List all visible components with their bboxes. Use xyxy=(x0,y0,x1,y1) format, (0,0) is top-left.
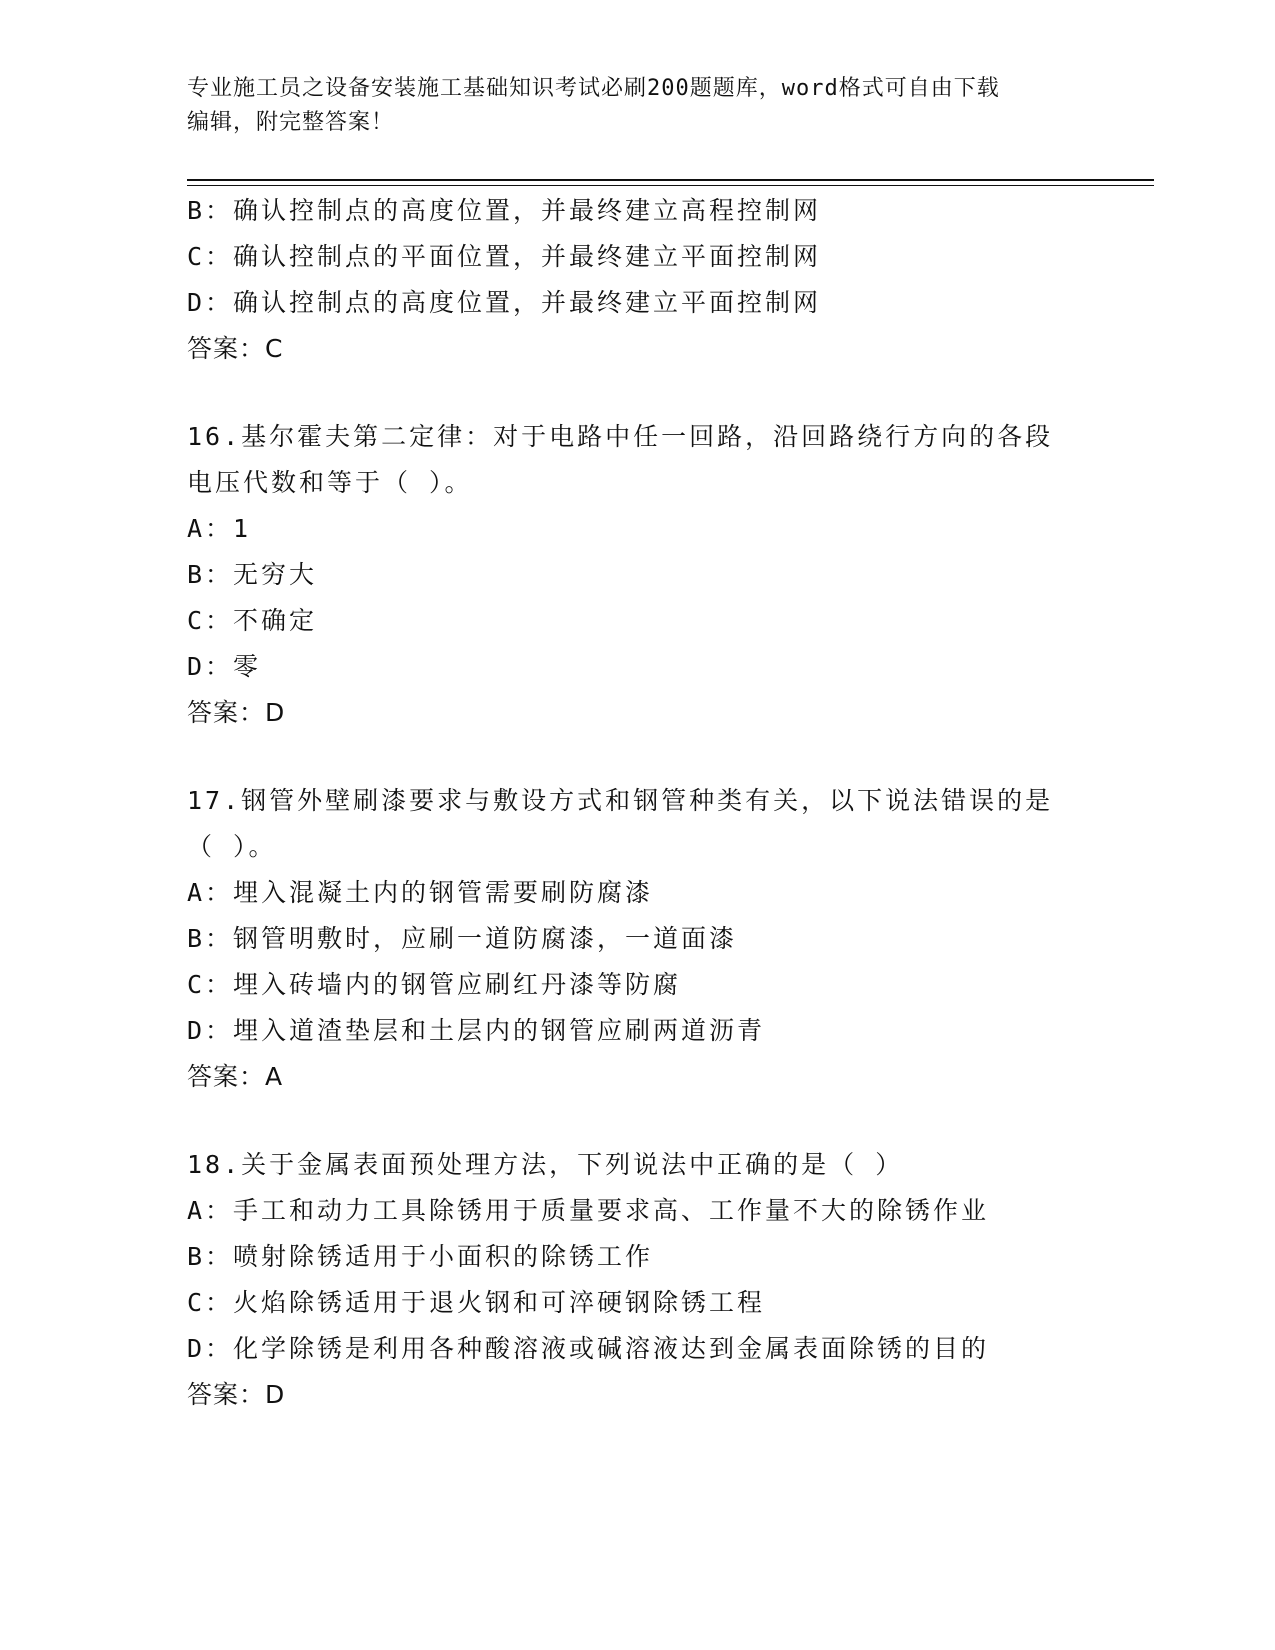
option-b: B：喷射除锈适用于小面积的除锈工作 xyxy=(187,1242,654,1271)
option-a: A：手工和动力工具除锈用于质量要求高、工作量不大的除锈作业 xyxy=(187,1196,990,1225)
option-a: A：埋入混凝土内的钢管需要刷防腐漆 xyxy=(187,878,654,907)
question-17 xyxy=(187,778,1147,1100)
answer-line: 答案：C xyxy=(187,334,284,363)
question-18 xyxy=(187,1142,1147,1418)
answer-line: 答案：D xyxy=(187,698,286,727)
answer-line: 答案：A xyxy=(187,1062,284,1091)
option-a: A：1 xyxy=(187,514,252,543)
question-continuation xyxy=(187,188,1147,372)
option-c: C：埋入砖墙内的钢管应刷红丹漆等防腐 xyxy=(187,970,682,999)
question-16 xyxy=(187,414,1147,736)
header-rule-thick xyxy=(187,179,1154,181)
option-d: D：埋入道渣垫层和土层内的钢管应刷两道沥青 xyxy=(187,1016,766,1045)
header-rule-thin xyxy=(187,185,1154,186)
header-title-line-1: 专业施工员之设备安装施工基础知识考试必刷200题题库，word格式可自由下载 xyxy=(187,76,1000,101)
spacer xyxy=(187,1100,1147,1142)
option-b: B：钢管明敷时，应刷一道防腐漆，一道面漆 xyxy=(187,924,738,953)
option-d: D：零 xyxy=(187,652,262,681)
question-stem-continued: （ ）。 xyxy=(187,832,277,861)
option-b: B：确认控制点的高度位置，并最终建立高程控制网 xyxy=(187,196,822,225)
spacer xyxy=(187,372,1147,414)
question-stem-continued: 电压代数和等于（ ）。 xyxy=(187,468,473,497)
option-d: D：化学除锈是利用各种酸溶液或碱溶液达到金属表面除锈的目的 xyxy=(187,1334,990,1363)
option-c: C：确认控制点的平面位置，并最终建立平面控制网 xyxy=(187,242,822,271)
question-content xyxy=(187,188,1147,1418)
option-c: C：火焰除锈适用于退火钢和可淬硬钢除锈工程 xyxy=(187,1288,766,1317)
spacer xyxy=(187,736,1147,778)
question-stem: 16.基尔霍夫第二定律：对于电路中任一回路，沿回路绕行方向的各段 xyxy=(187,422,1054,451)
document-header xyxy=(187,72,1087,140)
option-d: D：确认控制点的高度位置，并最终建立平面控制网 xyxy=(187,288,822,317)
question-stem: 17.钢管外壁刷漆要求与敷设方式和钢管种类有关，以下说法错误的是 xyxy=(187,786,1054,815)
option-c: C：不确定 xyxy=(187,606,318,635)
header-title-line-2: 编辑，附完整答案！ xyxy=(187,110,395,135)
answer-line: 答案：D xyxy=(187,1380,286,1409)
question-stem: 18.关于金属表面预处理方法，下列说法中正确的是（ ） xyxy=(187,1150,904,1179)
option-b: B：无穷大 xyxy=(187,560,318,589)
